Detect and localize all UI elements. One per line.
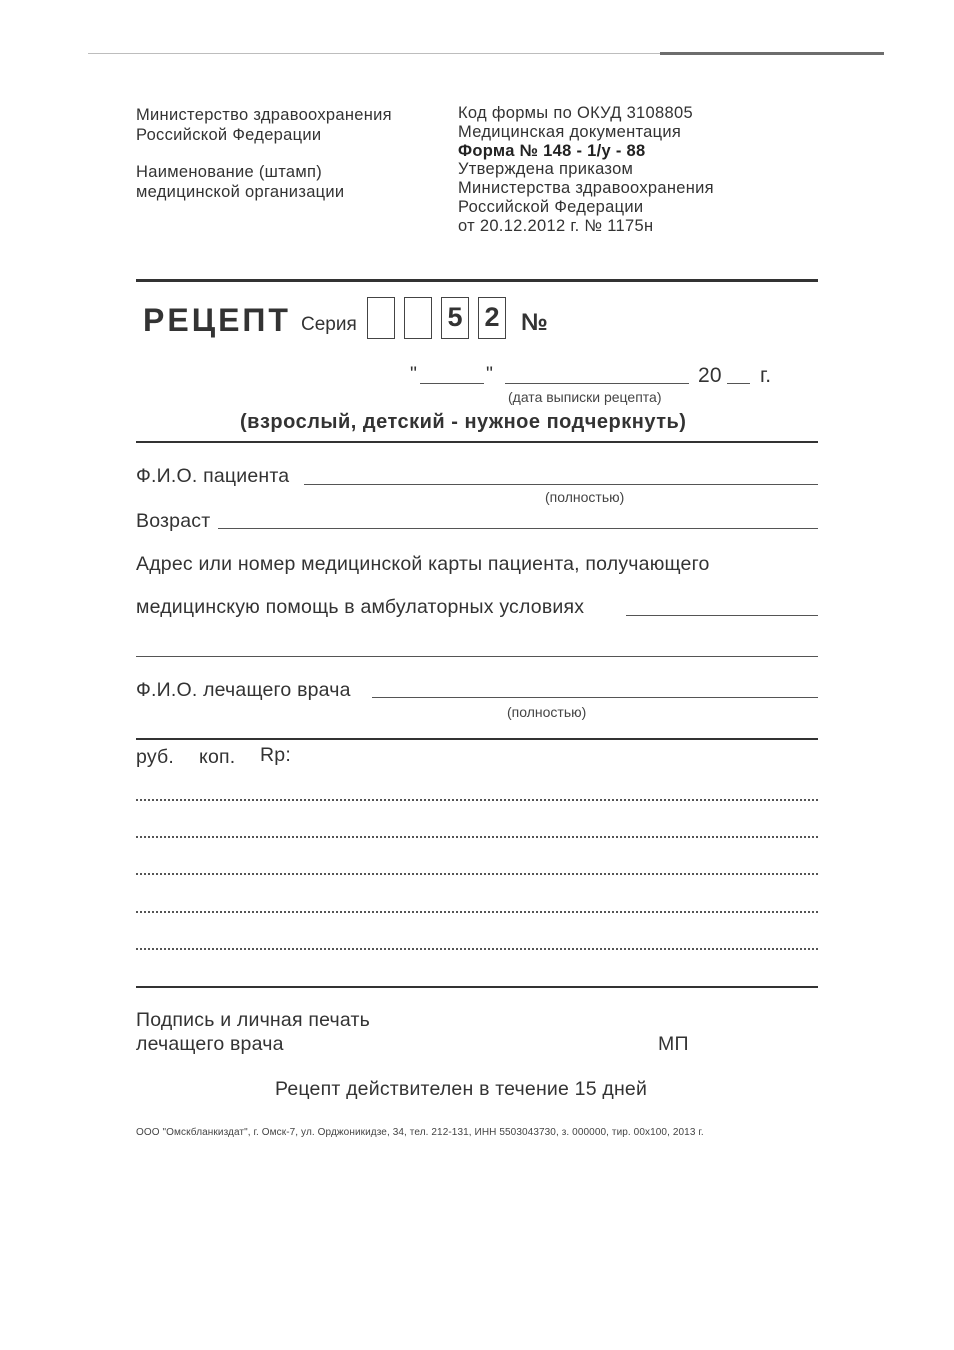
prescription-line-1[interactable] (136, 799, 818, 801)
address-label-2: медицинскую помощь в амбулаторных условиях (136, 596, 585, 618)
address-label-1: Адрес или номер медицинской карты пациента, получающего (136, 553, 710, 575)
doctor-name-field[interactable] (372, 697, 818, 698)
ministry2-line-2: Российской Федерации (458, 197, 644, 216)
series-label: Серия (301, 314, 357, 335)
prescription-line-2[interactable] (136, 836, 818, 838)
series-box-3[interactable]: 5 (441, 297, 469, 339)
kop-label: коп. (199, 746, 236, 768)
patient-name-label: Ф.И.О. пациента (136, 465, 290, 487)
address-field[interactable] (626, 615, 818, 616)
prescription-line-5[interactable] (136, 948, 818, 950)
prescription-line-4[interactable] (136, 911, 818, 913)
divider-2 (136, 441, 818, 443)
ministry-line-1: Министерство здравоохранения (136, 106, 392, 124)
age-label: Возраст (136, 510, 211, 532)
series-box-2[interactable] (404, 297, 432, 339)
signature-label-1: Подпись и личная печать (136, 1009, 370, 1031)
approved-label: Утверждена приказом (458, 160, 634, 179)
form-info (458, 104, 714, 236)
stamp-place-label: МП (658, 1033, 689, 1055)
year-field[interactable] (727, 383, 750, 384)
printer-footer: ООО "Омскбланкиздат", г. Омск-7, ул. Орджоникидзе, 34, тел. 212-131, ИНН 5503043730, з. 000000, тир. 00х100, 2013 г. (136, 1127, 704, 1138)
signature-label-2: лечащего врача (136, 1033, 284, 1055)
month-field[interactable] (505, 383, 689, 384)
form-title: РЕЦЕПТ (143, 302, 291, 338)
divider-3 (136, 738, 818, 740)
patient-name-field[interactable] (304, 484, 818, 485)
date-quote-close: " (486, 363, 494, 385)
form-number: Форма № 148 - 1/у - 88 (458, 141, 646, 160)
age-group-note: (взрослый, детский - нужное подчеркнуть) (240, 411, 687, 433)
stamp-field (136, 162, 344, 202)
med-docs: Медицинская документация (458, 122, 682, 141)
divider-4 (136, 986, 818, 988)
patient-name-caption: (полностью) (545, 489, 625, 505)
age-field[interactable] (218, 528, 818, 529)
date-quote-open: " (410, 363, 418, 385)
ministry2-line-1: Министерства здравоохранения (458, 179, 714, 198)
divider-top (136, 279, 818, 282)
rp-label: Rp: (260, 744, 291, 766)
year-prefix: 20 (698, 364, 722, 387)
scan-edge-line (88, 53, 660, 54)
series-box-4[interactable]: 2 (478, 297, 506, 339)
date-caption: (дата выписки рецепта) (508, 389, 662, 405)
ministry-line-2: Российской Федерации (136, 126, 322, 144)
rub-label: руб. (136, 746, 174, 768)
doctor-name-label: Ф.И.О. лечащего врача (136, 679, 351, 701)
doctor-name-caption: (полностью) (507, 704, 587, 720)
prescription-line-3[interactable] (136, 873, 818, 875)
stamp-line-1: Наименование (штамп) (136, 163, 323, 181)
day-field[interactable] (420, 383, 484, 384)
year-suffix: г. (760, 364, 772, 387)
stamp-line-2: медицинской организации (136, 183, 345, 201)
scan-edge-dark (660, 52, 884, 55)
address-field-extra[interactable] (136, 656, 818, 657)
series-box-1[interactable] (367, 297, 395, 339)
number-sign: № (521, 309, 548, 336)
validity-note: Рецепт действителен в течение 15 дней (275, 1078, 648, 1100)
order-date: от 20.12.2012 г. № 1175н (458, 216, 654, 235)
ministry-header (136, 105, 392, 145)
okud-code: Код формы по ОКУД 3108805 (458, 104, 693, 122)
